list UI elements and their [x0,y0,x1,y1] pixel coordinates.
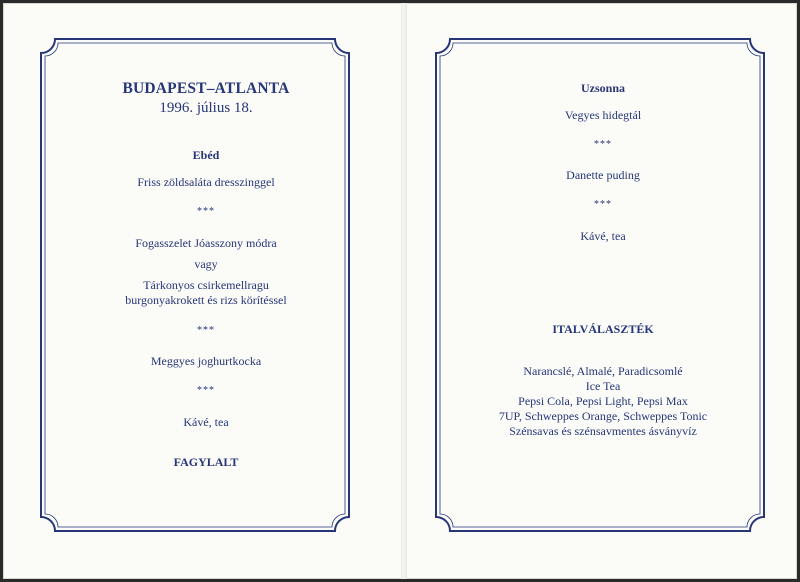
drink-line: Ice Tea [585,379,621,393]
menu-item: Vegyes hidegtál [564,108,642,122]
snack-heading: Uzsonna [580,81,625,95]
left-page [43,39,369,543]
menu-item: Friss zöldsaláta dresszinggel [137,175,275,189]
date-line: 1996. július 18. [159,100,253,116]
menu-item: Danette puding [566,168,640,182]
drink-line: 7UP, Schweppes Orange, Schweppes Tonic [498,409,708,423]
route-title: BUDAPEST–ATLANTA [122,80,290,97]
menu-item: Fogasszelet Jóasszony módra [135,236,277,250]
drinks-heading: ITALVÁLASZTÉK [552,322,654,336]
menu-item: Tárkonyos csirkemellragu [143,278,269,292]
menu-item: Kávé, tea [580,229,626,243]
menu-card [3,3,797,579]
menu-item: burgonyakrokett és rizs körítéssel [125,293,287,307]
menu-item: Kávé, tea [183,415,229,429]
separator: *** [594,139,612,150]
drink-line: Pepsi Cola, Pepsi Light, Pepsi Max [518,394,688,408]
drink-line: Narancslé, Almalé, Paradicsomlé [523,364,683,378]
separator: *** [197,325,215,336]
right-page [438,39,768,533]
menu-item: Meggyes joghurtkocka [150,354,262,368]
separator: *** [197,385,215,396]
menu-item-or: vagy [194,257,218,271]
separator: *** [594,199,612,210]
drink-line: Szénsavas és szénsavmentes ásványvíz [509,424,697,438]
lunch-heading: Ebéd [192,148,220,162]
dessert-heading: FAGYLALT [173,455,239,469]
separator: *** [197,206,215,217]
